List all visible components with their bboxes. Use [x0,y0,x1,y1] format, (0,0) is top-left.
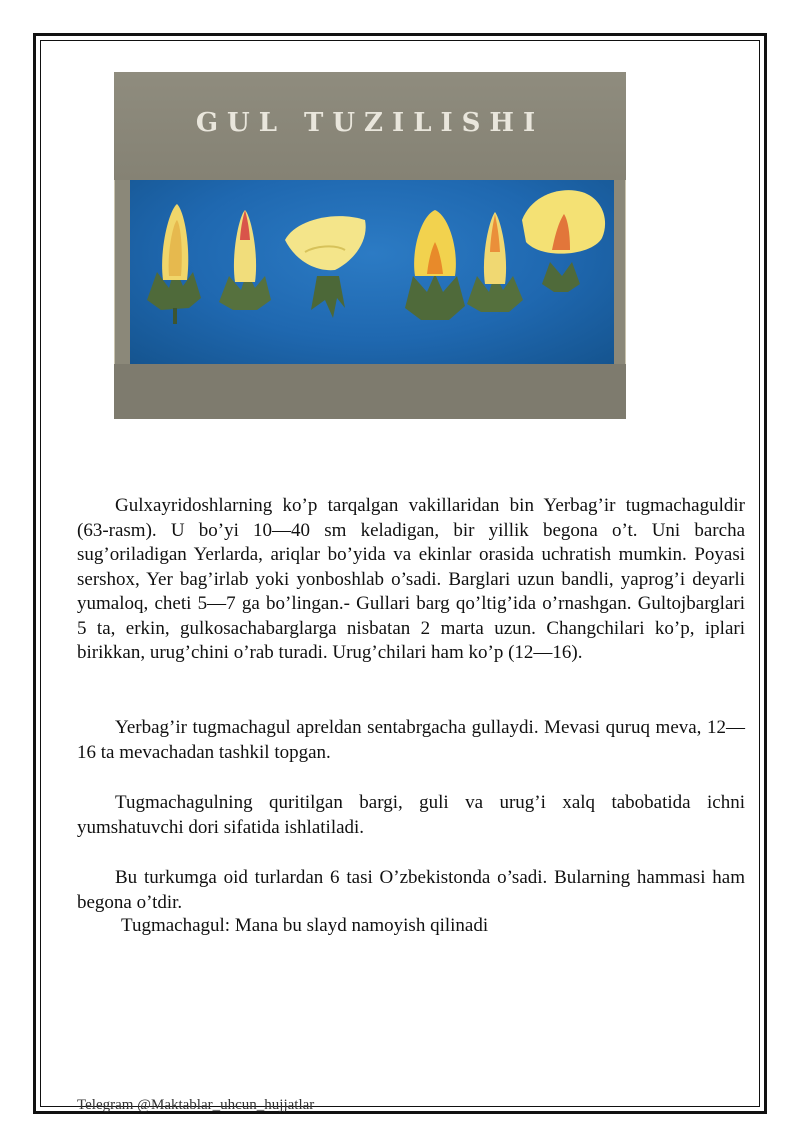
paragraph-3-text: Tugmachagulning quritilgan bargi, guli va urug’i xalq tabobatida ichni yumshatuvchi dori sifatida ishlatiladi. [77,792,745,838]
flower-bud-icon [219,210,271,310]
paragraph-4 [77,866,745,915]
paragraph-5-text: Tugmachagul: Mana bu slayd namoyish qilinadi [121,915,489,936]
paragraph-2-text: Yerbag’ir tugmachagul apreldan sentabrgacha gullaydi. Mevasi quruq meva, 12—16 ta mevachadan tashkil topgan. [77,717,745,763]
flower-bud-icon [147,204,201,324]
paragraph-4-text: Bu turkumga oid turlardan 6 tasi O’zbekistonda o’sadi. Bularning hammasi ham begona o’tdir. [77,867,745,913]
paragraph-3 [77,791,745,840]
paragraph-5 [77,914,745,939]
flowers-illustration [130,180,614,364]
flower-bud-icon [467,212,523,312]
slide-footer-band [114,364,626,419]
slide-title: GUL TUZILISHI [195,108,545,138]
flower-icon [405,210,465,320]
paragraph-2 [77,716,745,765]
flowers-photo [130,180,614,364]
paragraph-1-text: Gulxayridoshlarning ko’p tarqalgan vakillaridan bin Yerbag’ir tugmachaguldir (63-rasm). U bo’yi 10—40 sm keladigan, bir yillik begona o’t. Uni barcha sug’oriladigan Yerlarda, ariqlar bo’yida va ekinlar orasida uchratish mumkin. Poyasi sershox, Yer bag’irlab yoki yonboshlab o’sadi. Barglari uzun bandli, yaprog’i deyarli yumaloq, cheti 5—7 ga bo’lingan.- Gullari barg qo’ltig’ida o’rnashgan. Gultojbarglari 5 ta, erkin, gulkosachabarglarga nisbatan 2 marta uzun. Changchilari ko’p, iplari birikkan, urug’chini o’rab turadi. Urug’chilari ham ko’p (12—16). [77,495,745,663]
slide-image [114,72,626,419]
paragraph-1 [77,494,745,666]
flower-icon [522,190,605,292]
footer-telegram-link[interactable]: Telegram @Maktablar_uhcun_hujjatlar [77,1097,315,1113]
flower-icon [285,216,366,318]
